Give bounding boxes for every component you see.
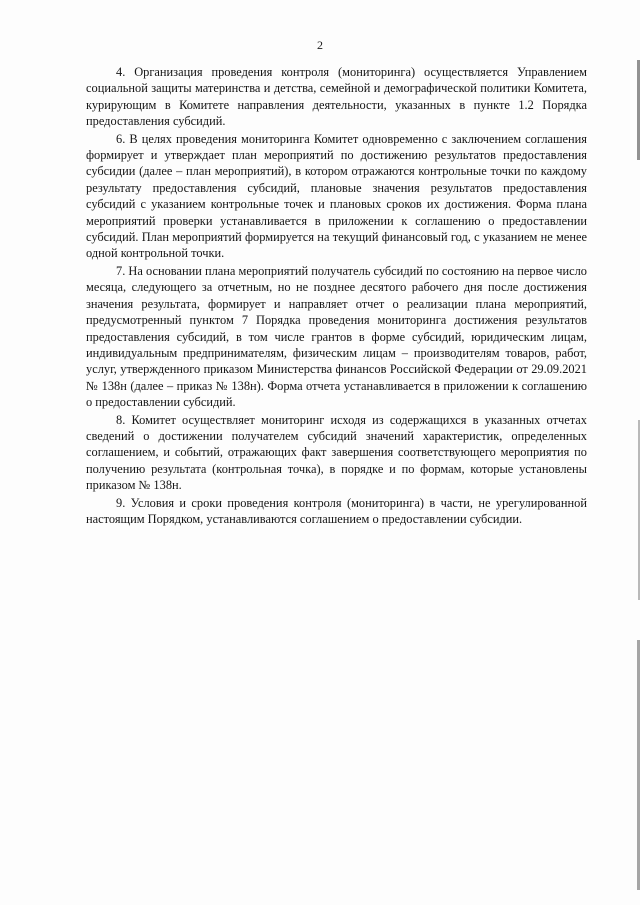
page-number: 2 <box>317 38 323 52</box>
paragraph-8: 8. Комитет осуществляет мониторинг исходя из содержащихся в указанных отчетах сведений о достижении получателем субсидий значений характеристик, определенных соглашением, и событий, отражающих факт завершения соответствующего мероприятия по получению результата (контрольная точка), в порядке и по формам, которые установлены приказом № 138н. <box>86 412 587 493</box>
paragraph-6: 6. В целях проведения мониторинга Комитет одновременно с заключением соглашения формирует и утверждает план мероприятий по достижению результатов предоставления субсидии (далее – план мероприятий), в котором отражаются контрольные точки по каждому результату предоставления субсидий, плановые значения результатов предоставления субсидий с указанием контрольные точек и плановых сроков их достижения. Форма плана мероприятий проверки устанавливается в приложении к соглашению о предоставлении субсидий. План мероприятий формируется на текущий финансовый год, с указанием не менее одной контрольной точки. <box>86 131 587 261</box>
paragraph-9: 9. Условия и сроки проведения контроля (мониторинга) в части, не урегулированной настоящим Порядком, устанавливаются соглашением о предоставлении субсидии. <box>86 495 587 526</box>
paragraph-4: 4. Организация проведения контроля (мониторинга) осуществляется Управлением социальной защиты материнства и детства, семейной и демографической политики Комитета, курирующим в Комитете направления деятельности, указанных в пункте 1.2 Порядка предоставления субсидий. <box>86 65 587 129</box>
document-body <box>86 64 587 528</box>
paragraph-7: 7. На основании плана мероприятий получатель субсидий по состоянию на первое число месяца, следующего за отчетным, но не позднее десятого рабочего дня после достижения значения результата, формирует и направляет отчет о реализации плана мероприятий, предусмотренный пунктом 7 Порядка проведения мониторинга достижения результатов предоставления субсидий, в том числе грантов в форме субсидий, юридическим лицам, индивидуальным предпринимателям, физическим лицам – производителям товаров, работ, услуг, утвержденного приказом Министерства финансов Российской Федерации от 29.09.2021 № 138н (далее – приказ № 138н). Форма отчета устанавливается в приложении к соглашению о предоставлении субсидий. <box>86 263 587 410</box>
